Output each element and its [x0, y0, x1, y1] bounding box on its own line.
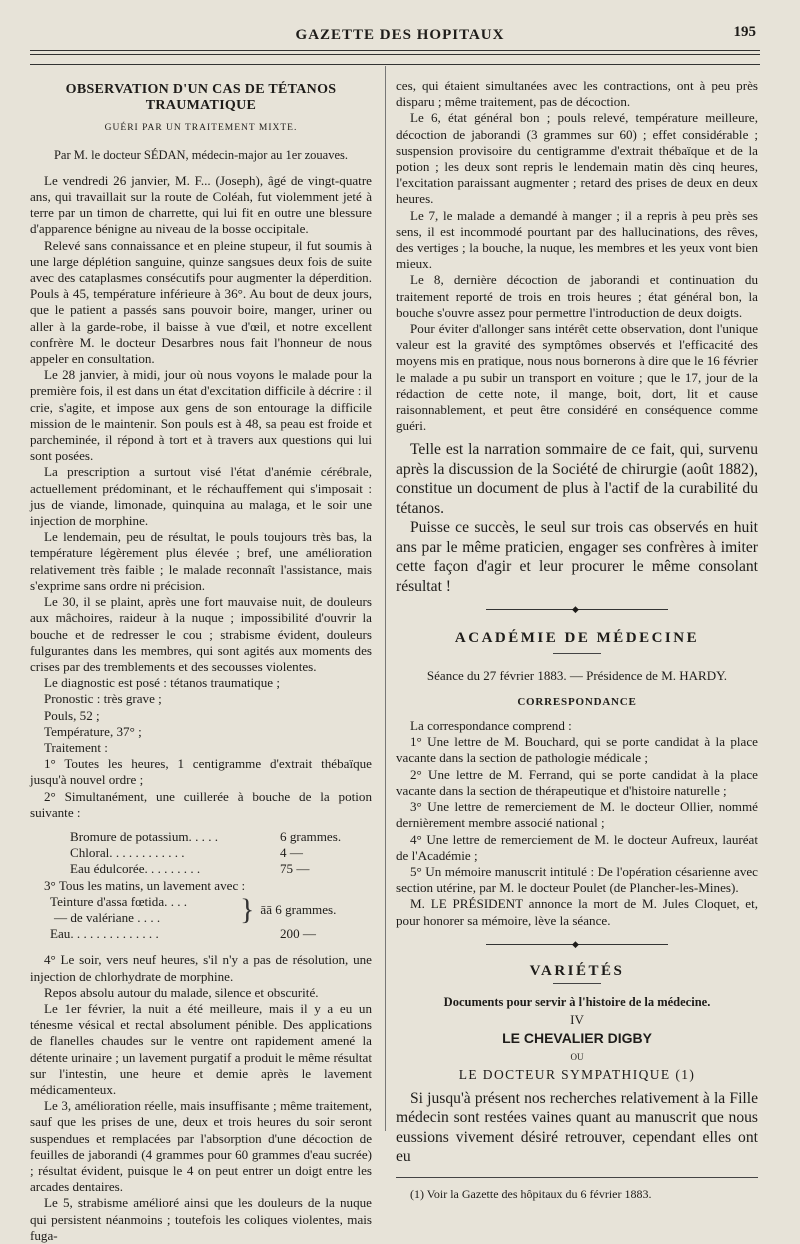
enema-prescription — [50, 894, 372, 926]
paragraph: Le 7, le malade a demandé à manger ; il a repris à peu près ses sens, il est incommodé pourtant par des hallucinations, des rêves, des vertiges ; la bouche, la nuque, les membres et les yeux vont bien mieux. — [396, 207, 758, 272]
left-column — [30, 78, 372, 1244]
correspondence-item: 1° Une lettre de M. Bouchard, qui se porte candidat à la place vacante dans la section de pathologie médicale ; — [396, 734, 758, 766]
list-line: Pouls, 52 ; — [44, 707, 100, 723]
list-line: Traitement : — [44, 739, 108, 755]
treatment-item: 2° Simultanément, une cuillerée à bouche de la potion suivante : — [30, 788, 372, 820]
paragraph: Le 6, état général bon ; pouls relevé, température meilleure, décoction de jaborandi (3 grammes sur 60) ; effet considérable ; suspension provisoire du centigramme d'extrait thébaïque et de la potion ; les deux sont repris le lendemain matin dès cinq heures, l'excitation paraissant augmenter ; retard des prises de deux en deux heures. — [396, 110, 758, 207]
prescription-row — [30, 861, 372, 877]
diamond-ornament: ◆ — [572, 604, 579, 615]
prescription-row — [30, 829, 372, 845]
ingredient-qty: 4 — — [280, 845, 303, 861]
prescription-row — [30, 845, 372, 861]
paragraph: Le 8, dernière décoction de jaborandi et continuation du traitement reporté de trois en trois heures ; état général bon, la bouche s'ouvre assez pour permettre l'introduction de deux doigts. — [396, 272, 758, 320]
article-author: Par M. le docteur SÉDAN, médecin-major au 1er zouaves. — [53, 147, 348, 162]
paragraph: Le 3, amélioration réelle, mais insuffisante ; même traitement, sauf que les prises de une, deux et trois heures du soir seront suspendues et remplacées par l'absorption d'une décoction de feuilles de jaborandi (4 grammes pour 60 grammes d'eau sucrée) ; résultat évident, puisque le 4 on peut entrer un doigt entre les arcades dentaires. — [30, 1098, 372, 1195]
part-number: IV — [570, 1012, 584, 1028]
paragraph: Le 30, il se plaint, après une fort mauvaise nuit, de douleurs aux mâchoires, raideur à la nuque ; impossibilité d'ouvrir la bouche et de redresser le cou ; strabisme évident, douleurs fulgurantes dans les membres, qui sont agités aux moments des crises par des tremblements et des secousses violentes. — [30, 594, 372, 674]
list-line: Pronostic : très grave ; — [44, 691, 162, 707]
ingredient-qty: āā 6 grammes. — [260, 901, 337, 917]
paragraph: 4° Le soir, vers neuf heures, s'il n'y a pas de résolution, une injection de chlorhydrate de morphine. — [30, 952, 372, 984]
treatment-item: 3° Tous les matins, un lavement avec : — [44, 877, 246, 893]
paragraph: Puisse ce succès, le seul sur trois cas observés en huit ans par le même praticien, engager ses confrères à imiter cette façon d'agir et leur procurer le même consolant résultat ! — [396, 519, 758, 595]
section-separator — [396, 939, 758, 949]
paragraph: Pour éviter d'allonger sans intérêt cette observation, dont l'unique valeur est la gravité des symptômes observés et l'efficacité des moyens mis en pratique, nous nous bornerons à dire que le 16 février le malade a pu subir un transport en voiture ; que le 17, jour de la rédaction de cette note, il mange, boit, dort, lit et cause raisonnablement, et peut être considéré en conséquence comme guéri. — [396, 321, 758, 434]
page-number: 195 — [733, 24, 756, 40]
short-rule — [553, 983, 601, 984]
paragraph: Si jusqu'à présent nos recherches relativement à la Fille médecin sont restées vaines quant au manuscrit que nous eussions vivement désiré retrouver, cependant elles ont eu — [396, 1089, 758, 1166]
diamond-ornament: ◆ — [572, 938, 579, 949]
paragraph: Le 5, strabisme amélioré ainsi que les douleurs de la nuque qui persistent néanmoins ; toutefois les coliques violentes, mais fuga- — [30, 1195, 372, 1243]
header-rule-top — [30, 50, 760, 51]
paragraph: Le vendredi 26 janvier, M. F... (Joseph), âgé de vingt-quatre ans, qui travaillait sur la route de Coléah, fut violemment jeté à terre par un timon de charrette, qui lui fit en outre une blessure d'apparence bénigne au niveau de la bosse occipitale. — [30, 172, 372, 237]
treatment-item: 1° Toutes les heures, 1 centigramme d'extrait thébaïque jusqu'à nouvel ordre ; — [30, 756, 372, 788]
paragraph: Le diagnostic est posé : tétanos traumatique ; — [44, 675, 280, 691]
header-rule-mid — [30, 54, 760, 55]
prescription-row — [30, 926, 372, 942]
ingredient-qty: 6 grammes. — [280, 828, 342, 844]
ingredient-name: Teinture d'assa fœtida. . . . — [50, 893, 188, 909]
paragraph: Le 28 janvier, à midi, jour où nous voyons le malade pour la première fois, il est dans un état d'excitation difficile à décrire : il crie, s'agite, et impose aux gens de son entourage la difficile mission de le maintenir. Son pouls est à 48, sa peau est froide et parcheminée, il répond à tort et à travers aux questions qui lui sont posées. — [30, 367, 372, 464]
academy-heading: ACADÉMIE DE MÉDECINE — [454, 630, 700, 647]
correspondence-heading: CORRESPONDANCE — [517, 695, 637, 708]
paragraph: ces, qui étaient simultanées avec les contractions, ont à peu près disparu ; même traitement, pas de décoction. — [396, 78, 758, 110]
article-subtitle: GUÉRI PAR UN TRAITEMENT MIXTE. — [104, 123, 298, 134]
ingredient-qty: 200 — — [280, 926, 317, 942]
enema-names — [50, 894, 240, 926]
column-divider — [385, 66, 386, 1131]
varietes-heading: VARIÉTÉS — [529, 962, 625, 979]
section-separator — [396, 604, 758, 614]
correspondence-item: 4° Une lettre de remerciement de M. le docteur Aufreux, lauréat de l'Académie ; — [396, 831, 758, 863]
meeting-line: Séance du 27 février 1883. — Présidence de M. HARDY. — [426, 667, 728, 683]
correspondence-item: 2° Une lettre de M. Ferrand, qui se porte candidat à la place vacante dans la section de thérapeutique et d'histoire naturelle ; — [396, 766, 758, 798]
short-rule — [553, 653, 601, 654]
ingredient-name: Bromure de potassium. . . . . — [70, 828, 219, 844]
paragraph: Le 1er février, la nuit a été meilleure, mais il y a eu un ténesme vésical et rectal absolument pénible. Des applications de flanelles chaudes sur le ventre ont rapidement amené la détente urinaire ; un lavement purgatif a produit le même résultat sur l'intestin, une heure et demie après le lavement médicamenteux. — [30, 1000, 372, 1097]
header-rule-bottom — [30, 64, 760, 65]
ingredient-qty: 75 — — [280, 861, 310, 877]
ingredient-name: Eau. . . . . . . . . . . . . . — [50, 926, 159, 942]
paragraph: Le lendemain, peu de résultat, le pouls toujours très bas, la température légèrement plus élevée ; bref, une amélioration relativement très faible ; le malade reconnaît l'assistance, mais s'exprime sans ordre ni précision. — [30, 529, 372, 593]
right-column — [396, 78, 758, 1202]
journal-title: GAZETTE DES HOPITAUX — [295, 27, 505, 43]
paragraph: La prescription a surtout visé l'état d'anémie cérébrale, actuellement prédominant, et le réchauffement qui s'imposait : jus de viande, limonade, quinquina au malaga, et le soir une injection de morphine. — [30, 464, 372, 529]
paragraph: La correspondance comprend : — [410, 718, 572, 734]
docteur-title: LE DOCTEUR SYMPATHIQUE (1) — [458, 1066, 696, 1082]
list-line: Température, 37° ; — [44, 723, 142, 739]
correspondence-item: 3° Une lettre de remerciement de M. le docteur Ollier, nommé dernièrement membre associé national ; — [396, 799, 758, 831]
ingredient-name: — de valériane . . . . — [54, 909, 161, 925]
documents-heading: Documents pour servir à l'histoire de la médecine. — [443, 994, 711, 1009]
paragraph: M. LE PRÉSIDENT annonce la mort de M. Jules Cloquet, et, pour honorer sa mémoire, lève la séance. — [396, 896, 758, 928]
paragraph: Repos absolu autour du malade, silence et obscurité. — [44, 984, 319, 1000]
ingredient-name: Chloral. . . . . . . . . . . . — [70, 845, 185, 861]
footnote-rule — [396, 1177, 758, 1178]
chevalier-title: LE CHEVALIER DIGBY — [502, 1030, 652, 1047]
or-word: OU — [570, 1051, 584, 1062]
footnote: (1) Voir la Gazette des hôpitaux du 6 février 1883. — [410, 1186, 652, 1201]
paragraph: Relevé sans connaissance et en pleine stupeur, il fut soumis à une large déplétion sanguine, quinze sangsues deux fois de suite avec des cataplasmes consécutifs pour augmenter la déperdition. Pouls à 45, température inférieure à 36°. Au bout de deux jours, que le patient a passés sans pouvoir boire, manger, uriner ou aller à la garde-robe, il baisse à vue d'œil, et notre excellent confrère M. le docteur Desarbres nous fait l'honneur de nous appeler en consultation. — [30, 237, 372, 367]
paragraph: Telle est la narration sommaire de ce fait, qui, survenu après la discussion de la Société de chirurgie (août 1882), constitue un document de plus à l'actif de la curabilité du tétanos. — [396, 441, 758, 517]
potion-prescription — [30, 829, 372, 878]
brace-symbol: } — [240, 892, 255, 926]
correspondence-item: 5° Un mémoire manuscrit intitulé : De l'opération césarienne avec section utérine, par M. le docteur Poulet (de Plancher-les-Mines). — [396, 863, 758, 896]
article-title: OBSERVATION D'UN CAS DE TÉTANOS TRAUMATIQUE — [65, 82, 337, 114]
ingredient-name: Eau édulcorée. . . . . . . . . — [70, 861, 201, 877]
